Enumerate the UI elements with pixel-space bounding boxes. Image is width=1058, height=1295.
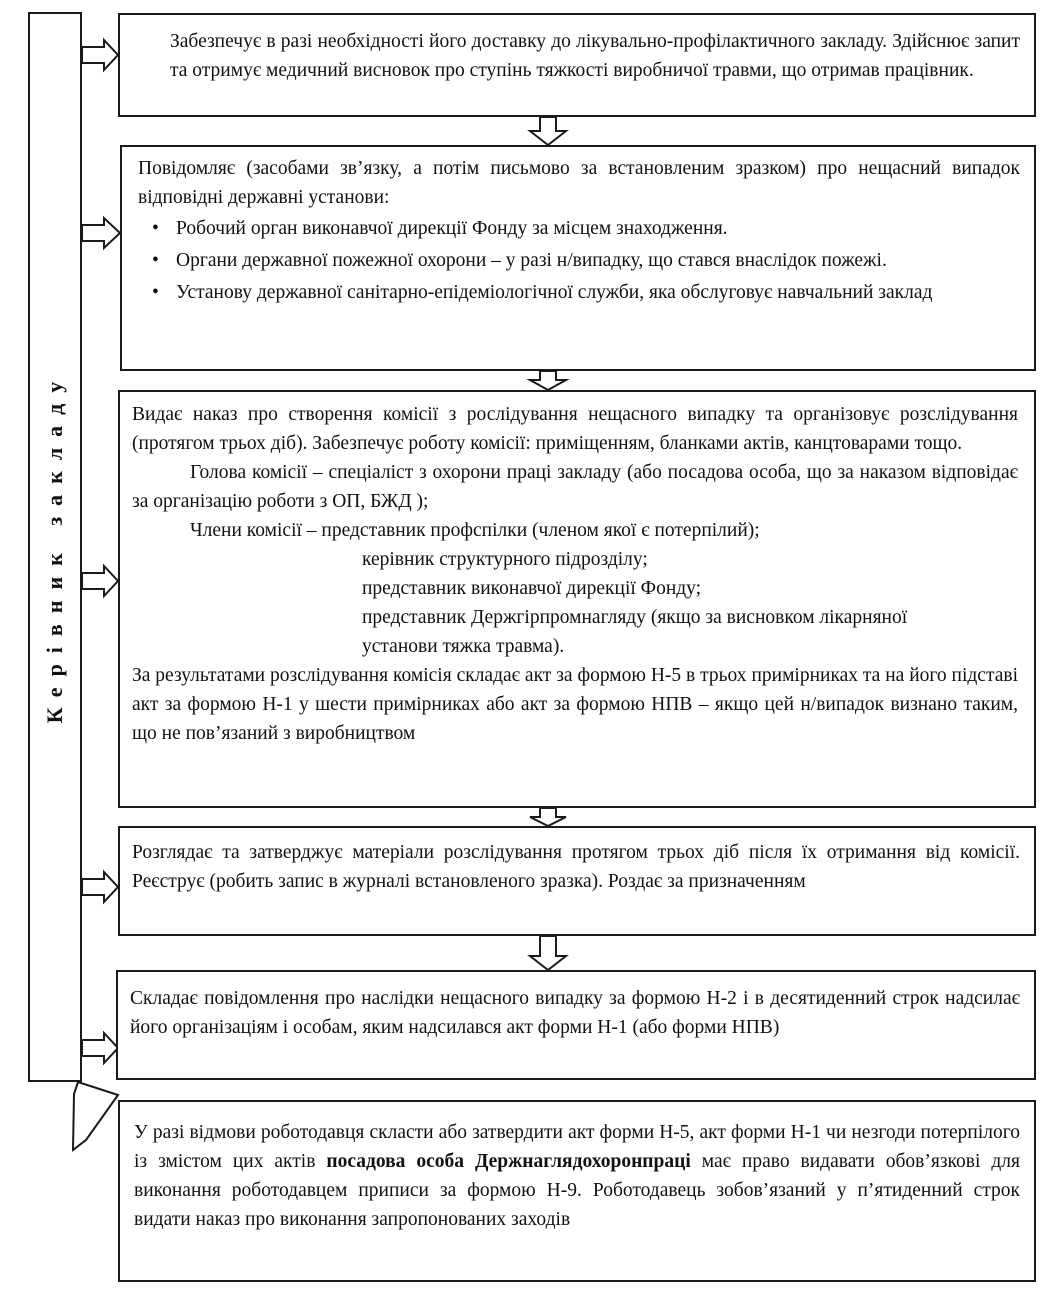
step-text: Розглядає та затверджує матеріали розслідування протягом трьох діб після їх отримання від комісії. Реєструє (робить запис в журналі встановленого зразка). Роздає за призначенням <box>132 842 1020 892</box>
inspector-text-start: У разі відмови роботодавця скласти або затвердити акт форми Н-5, акт форми Н-1 чи незгоди потерпілого із змістом цих актів <box>134 1122 1020 1172</box>
commission-member: представник Держгірпромнагляду (якщо за висновком лікарняної установи тяжка травма). <box>362 607 908 657</box>
step-box-commission <box>118 390 1036 808</box>
commission-members: Члени комісії – представник профспілки (членом якої є потерпілий); <box>190 520 760 541</box>
commission-member: представник виконавчої дирекції Фонду; <box>362 578 702 599</box>
arrow-down-4 <box>530 936 566 970</box>
step-box-notification <box>120 145 1036 371</box>
step-box-report <box>116 970 1036 1080</box>
commission-member: керівник структурного підрозділу; <box>362 549 648 570</box>
arrow-up-feedback <box>73 1082 118 1150</box>
commission-head: Голова комісії – спеціаліст з охорони праці закладу (або посадова особа, що за наказом відповідає за організацію роботи з ОП, БЖД ); <box>132 462 1018 512</box>
arrow-right-1 <box>82 40 118 70</box>
step-text: Складає повідомлення про наслідки нещасного випадку за формою Н-2 і в десятиденний строк надсилає його організаціям і особам, яким надсилався акт форми Н-1 (або форми НПВ) <box>130 988 1020 1038</box>
arrow-right-3 <box>82 566 118 596</box>
step-box-approval <box>118 826 1036 936</box>
institution-item: • Органи державної пожежної охорони – у разі н/випадку, що стався внаслідок пожежі. <box>138 246 1020 275</box>
arrow-down-2 <box>530 371 566 390</box>
institution-item: • Робочий орган виконавчої дирекції Фонду за місцем знаходження. <box>138 214 1020 243</box>
arrow-right-4 <box>82 872 118 902</box>
arrow-down-3 <box>530 808 566 826</box>
inspector-official: посадова особа Держнаглядохоронпраці <box>326 1151 691 1172</box>
arrow-down-1 <box>530 117 566 145</box>
sidebar-label: Керівник закладу <box>42 370 67 724</box>
step-text: Забезпечує в разі необхідності його доставку до лікувально-профілактичного закладу. Здійснює запит та отримує медичний висновок про ступінь тяжкості виробничої травми, що отримав працівник. <box>170 31 1020 81</box>
commission-result: За результатами розслідування комісія складає акт за формою Н-5 в трьох примірниках та на його підставі акт за формою Н-1 у шести примірниках або акт за формою НПВ – якщо цей н/випадок визнано таким, що не пов’язаний з виробництвом <box>132 665 1018 744</box>
inspector-text <box>134 1118 1020 1234</box>
step-box-inspector <box>118 1100 1036 1282</box>
arrow-right-5 <box>82 1033 118 1063</box>
institution-item: • Установу державної санітарно-епідеміологічної служби, яка обслуговує навчальний заклад <box>138 278 1020 307</box>
arrow-right-2 <box>82 218 120 248</box>
commission-order: Видає наказ про створення комісії з рослідування нещасного випадку та організовує розслідування (протягом трьох діб). Забезпечує роботу комісії: приміщенням, бланками актів, канцтоварами тощо. <box>132 404 1018 454</box>
step-intro: Повідомляє (засобами зв’язку, а потім письмово за встановленим зразком) про нещасний випадок відповідні державні установи: <box>138 158 1020 208</box>
step-box-delivery <box>118 13 1036 117</box>
inspector-text-end: має право видавати обов’язкові для виконання роботодавцем приписи за формою Н-9. Роботодавець зобов’язаний у п’ятиденний строк видати наказ про виконання запропонованих заходів <box>134 1151 1020 1230</box>
institution-list <box>138 214 1020 307</box>
